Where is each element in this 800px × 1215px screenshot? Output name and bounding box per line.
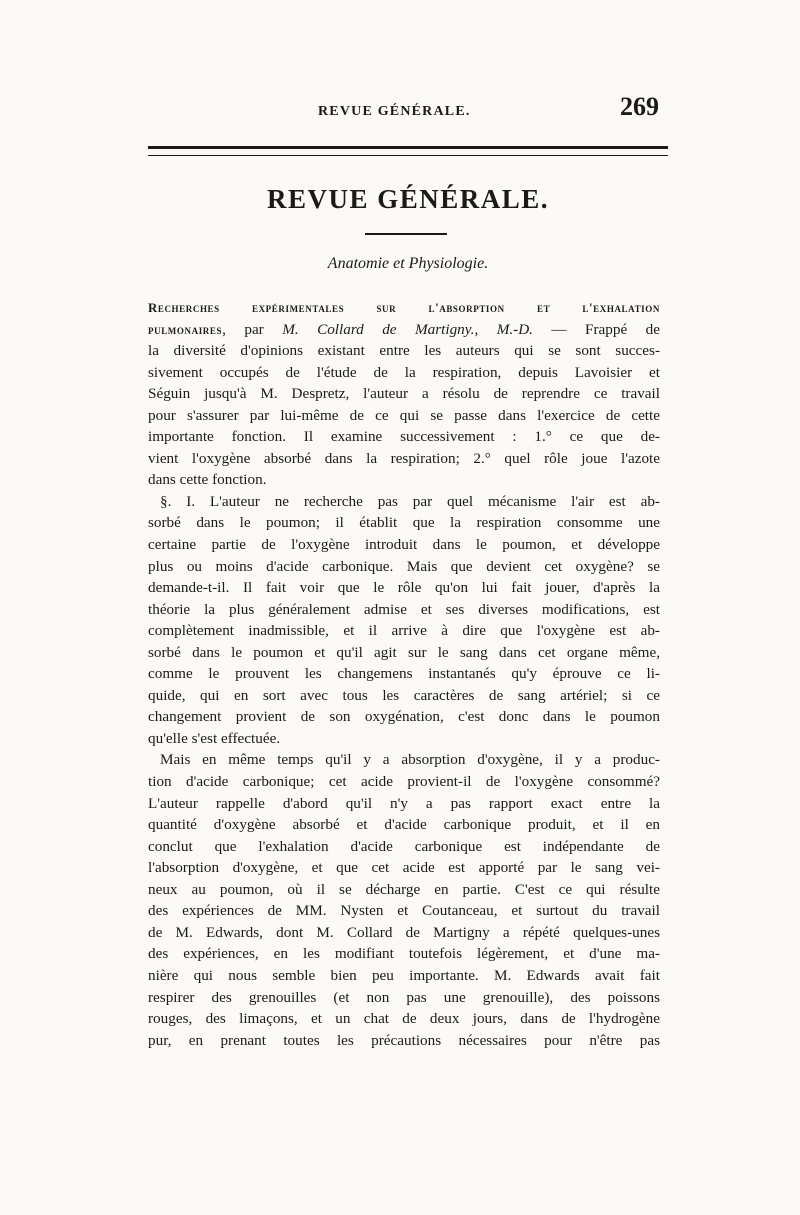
text-line: Mais en même temps qu'il y a absorption d'oxygène, il y a produc- (160, 751, 660, 769)
article-title-continued: pulmonaires (148, 322, 223, 337)
text-line: sorbé dans le poumon et qu'il agit sur le sang dans cet organe même, (148, 643, 660, 661)
text-line: pur, en prenant toutes les précautions nécessaires pour n'être pas (148, 1031, 660, 1049)
article-body (148, 297, 660, 1051)
text-line: l'absorption d'oxygène, et que cet acide est apporté par le sang vei- (148, 859, 660, 877)
article-author: M. Collard de Martigny., M.-D. (282, 320, 533, 338)
byline-suffix: — Frappé de (532, 320, 660, 338)
page-number: 269 (620, 92, 659, 121)
running-head: REVUE GÉNÉRALE. (318, 104, 471, 119)
text-line: importante fonction. Il examine successivement : 1.° ce que de- (148, 428, 660, 446)
subsection-title: Anatomie et Physiologie. (327, 255, 489, 272)
text-line: vient l'oxygène absorbé dans la respiration; 2.° quel rôle joue l'azote (148, 449, 660, 467)
text-line: dans cette fonction. (148, 471, 267, 489)
text-line: changement provient de son oxygénation, c'est donc dans le poumon (148, 708, 660, 726)
text-line: des expériences de MM. Nysten et Coutanceau, et surtout du travail (148, 902, 660, 920)
text-line: demande-t-il. Il fait voir que le rôle qu'on lui fait jouer, d'après la (148, 579, 660, 597)
text-line: pour s'assurer par lui-même de ce qui se passe dans l'exercice de cette (148, 406, 660, 424)
text-line: qu'elle s'est effectuée. (148, 729, 281, 747)
text-line: §. I. L'auteur ne recherche pas par quel mécanisme l'air est ab- (160, 492, 660, 510)
text-line: neux au poumon, où il se décharge en partie. C'est ce qui résulte (148, 880, 660, 898)
text-line: respirer des grenouilles (et non pas une grenouille), des poissons (148, 988, 660, 1006)
article-heading-line-2 (148, 319, 660, 341)
header-rule-thick (148, 146, 668, 149)
byline-prefix: , par (222, 320, 283, 338)
text-line: nière qui nous semble bien peu importante. M. Edwards avait fait (148, 966, 660, 984)
article-title: Recherches expérimentales sur l'absorption et l'exhalation (148, 301, 660, 315)
title-underline (365, 233, 447, 235)
text-line: la diversité d'opinions existant entre les auteurs qui se sont succes- (148, 342, 660, 360)
text-line: sivement occupés de l'étude de la respiration, depuis Lavoisier et (148, 363, 660, 381)
text-line: tion d'acide carbonique; cet acide provient-il de l'oxygène consommé? (148, 773, 660, 791)
text-line: théorie la plus généralement admise et ses diverses modifications, est (148, 600, 660, 618)
article-heading-line-1 (148, 297, 660, 319)
text-line: sorbé dans le poumon; il établit que la respiration consomme une (148, 514, 660, 532)
text-line: plus ou moins d'acide carbonique. Mais que devient cet oxygène? se (148, 557, 660, 575)
text-line: comme le prouvent les changemens instantanés qu'y éprouve ce li- (148, 665, 660, 683)
text-line: complètement inadmissible, et il arrive à dire que l'oxygène est ab- (148, 622, 660, 640)
text-line: certaine partie de l'oxygène introduit dans le poumon, et développe (148, 536, 660, 554)
text-line: des expériences, en les modifiant toutefois légèrement, et d'une ma- (148, 945, 660, 963)
text-line: quantité d'oxygène absorbé et d'acide carbonique produit, et il en (148, 816, 660, 834)
text-line: Séguin jusqu'à M. Despretz, l'auteur a résolu de reprendre ce travail (148, 385, 660, 403)
text-line: rouges, des limaçons, et un chat de deux jours, dans de l'hydrogène (148, 1010, 660, 1028)
text-line: conclut que l'exhalation d'acide carbonique est indépendante de (148, 837, 660, 855)
text-line: L'auteur rappelle d'abord qu'il n'y a pas rapport exact entre la (148, 794, 660, 812)
header-rule-thin (148, 155, 668, 156)
section-title: REVUE GÉNÉRALE. (266, 184, 550, 214)
text-line: quide, qui en sort avec tous les caractères de sang artériel; si ce (148, 686, 660, 704)
text-line: de M. Edwards, dont M. Collard de Martigny a répété quelques-unes (148, 923, 660, 941)
